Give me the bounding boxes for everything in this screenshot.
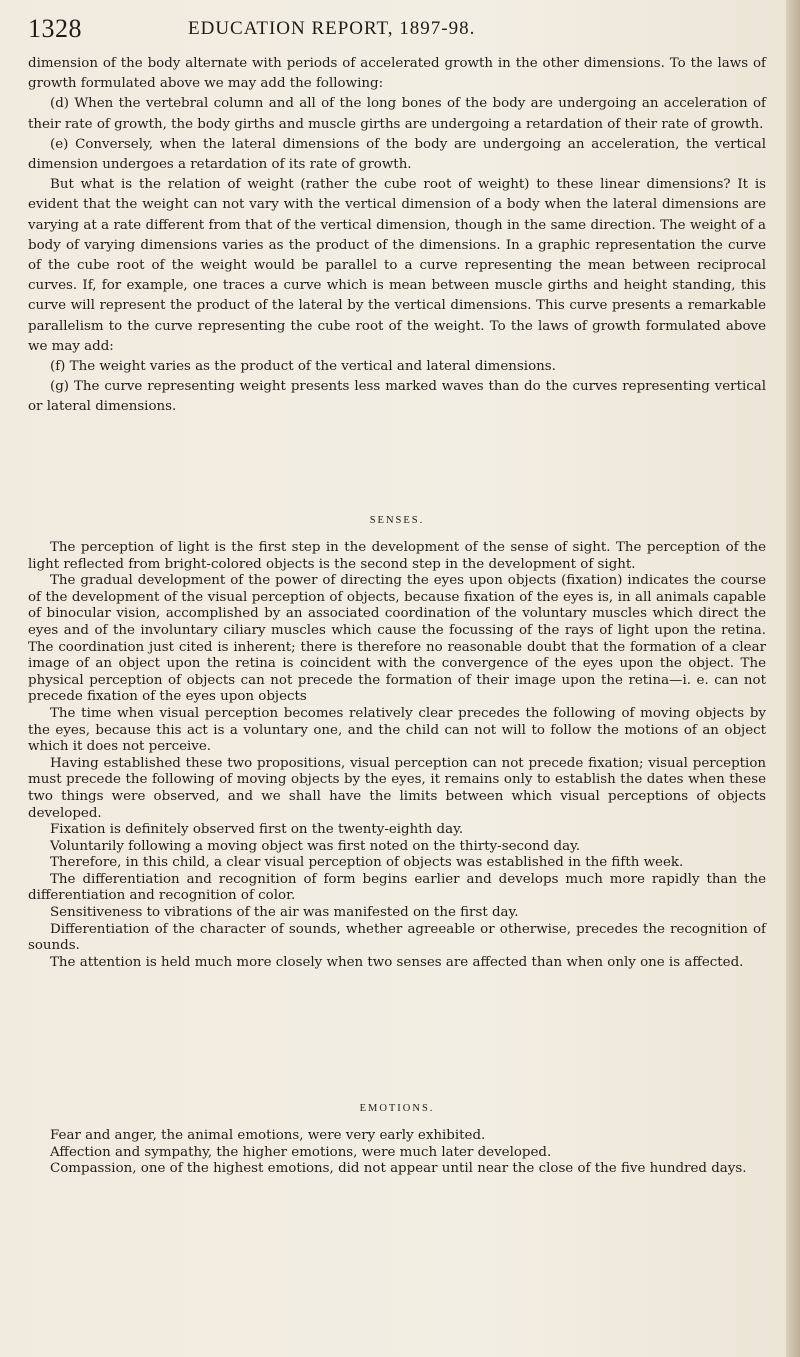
paragraph: Sensitiveness to vibrations of the air was manifested on the first day.	[50, 905, 519, 921]
paragraph: Fear and anger, the animal emotions, were very early exhibited.	[50, 1128, 486, 1143]
page-number: 1328	[28, 14, 82, 43]
emotions-heading: EMOTIONS.	[359, 1103, 435, 1114]
paragraph: Affection and sympathy, the higher emotions, were much later developed.	[50, 1144, 552, 1160]
page-header	[28, 14, 768, 44]
paragraph: (d) When the vertebral column and all of the long bones of the body are undergoing an acceleration of their rate of growth, the body girths and muscle girths are undergoing a retardation of their rate of growth.	[28, 96, 766, 132]
senses-section	[28, 540, 766, 971]
paragraph: Fixation is definitely observed first on the twenty-eighth day.	[50, 822, 464, 838]
paragraph: Therefore, in this child, a clear visual perception of objects was established in the fifth week.	[50, 855, 684, 871]
paragraph: (g) The curve representing weight presents less marked waves than do the curves representing vertical or lateral dimensions.	[28, 379, 766, 415]
paragraph: The gradual development of the power of directing the eyes upon objects (fixation) indicates the course of the development of the visual perception of objects, because fixation of the eyes is, in all animals capable of binocular vision, accomplished by an associated coordination of the voluntary muscles which direct the eyes and of the involuntary ciliary muscles which cause the focussing of the rays of light upon the retina. The coordination just cited is inherent; there is therefore no reasonable doubt that the formation of a clear image of an object upon the retina is coincident with the convergence of the eyes upon the object. The physical perception of objects can not precede the formation of their image upon the retina—i. e. can not precede fixation of the eyes upon objects	[28, 573, 766, 705]
paragraph: The attention is held much more closely when two senses are affected than when only one is affected.	[50, 954, 744, 970]
paragraph: The perception of light is the first step in the development of the sense of sight. The perception of the light reflected from bright-colored objects is the second step in the development of sight.	[28, 540, 766, 572]
paragraph: Voluntarily following a moving object was first noted on the thirty-second day.	[50, 838, 581, 854]
senses-heading: SENSES.	[369, 515, 425, 526]
paragraph: (e) Conversely, when the lateral dimensions of the body are undergoing an acceleration, the vertical dimension undergoes a retardation of its rate of growth.	[28, 136, 766, 173]
paragraph: (f) The weight varies as the product of the vertical and lateral dimensions.	[50, 359, 556, 375]
page-edge	[786, 0, 800, 1357]
paragraph: The differentiation and recognition of form begins earlier and develops much more rapidly than the differentiation and recognition of color.	[28, 871, 766, 904]
running-head: EDUCATION REPORT, 1897-98.	[188, 18, 476, 39]
emotions-section	[28, 1128, 766, 1178]
paragraph: Differentiation of the character of sounds, whether agreeable or otherwise, precedes the recognition of sounds.	[28, 921, 766, 954]
paragraph: But what is the relation of weight (rather the cube root of weight) to these linear dimensions? It is evident that the weight can not vary with the vertical dimension of a body when the lateral dimensions are varying at a rate different from that of the vertical dimension, though in the same direction. The weight of a body of varying dimensions varies as the product of the dimensions. In a graphic representation the curve of the cube root of the weight would be parallel to a curve representing the mean between reciprocal curves. If, for example, one traces a curve which is mean between muscle girths and height standing, this curve will represent the product of the lateral by the vertical dimensions. This curve presents a remarkable parallelism to the curve representing the cube root of the weight. To the laws of growth formulated above we may add:	[28, 177, 766, 354]
paragraph: The time when visual perception becomes relatively clear precedes the following of moving objects by the eyes, because this act is a voluntary one, and the child can not will to follow the motions of an object which it does not perceive.	[28, 705, 766, 755]
paragraph: Having established these two propositions, visual perception can not precede fixation; visual perception must precede the following of moving objects by the eyes, it remains only to establish the dates when these two things were observed, and we shall have the limits between which visual perceptions of objects developed.	[28, 755, 766, 821]
growth-section	[28, 54, 766, 418]
paragraph: Compassion, one of the highest emotions, did not appear until near the close of the five hundred days.	[50, 1161, 747, 1177]
paragraph: dimension of the body alternate with periods of accelerated growth in the other dimensions. To the laws of growth formulated above we may add the following:	[28, 56, 766, 92]
